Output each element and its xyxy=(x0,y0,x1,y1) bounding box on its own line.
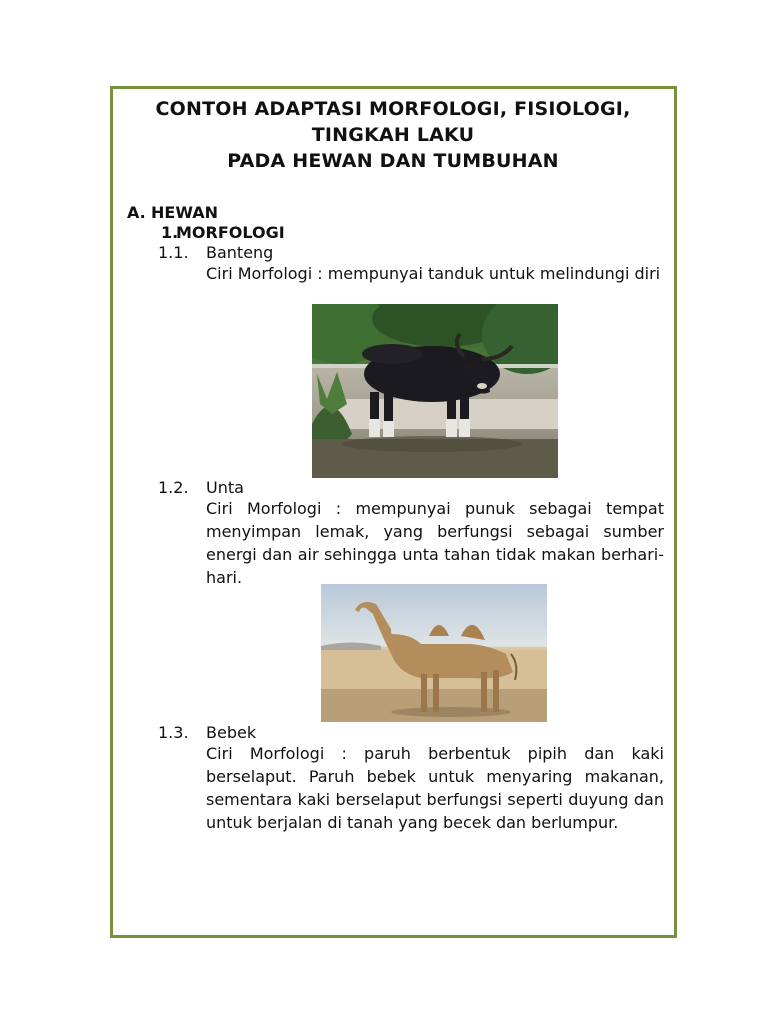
section-marker: A. xyxy=(127,203,146,222)
banteng-photo xyxy=(312,304,558,478)
item-number-banteng: 1.1. xyxy=(158,243,189,262)
item-number-unta: 1.2. xyxy=(158,478,189,497)
item-title-bebek: Bebek xyxy=(206,723,257,742)
subsection-marker: 1. xyxy=(161,223,179,242)
item-description-bebek: Ciri Morfologi : paruh berbentuk pipih dan kaki berselaput. Paruh bebek untuk menyaring makanan, sementara kaki berselaput berfungsi seperti duyung dan untuk berjalan di tanah yang becek dan berlumpur. xyxy=(206,744,664,832)
item-title-banteng: Banteng xyxy=(206,243,274,262)
document-title-line-2: TINGKAH LAKU xyxy=(311,124,475,146)
subsection-heading: MORFOLOGI xyxy=(176,223,285,242)
item-number-bebek: 1.3. xyxy=(158,723,189,742)
section-heading: HEWAN xyxy=(151,203,219,222)
item-title-unta: Unta xyxy=(206,478,244,497)
document-title-line-1: CONTOH ADAPTASI MORFOLOGI, FISIOLOGI, xyxy=(155,98,631,120)
item-description-banteng: Ciri Morfologi : mempunyai tanduk untuk melindungi diri xyxy=(206,264,661,283)
camel-photo xyxy=(321,584,547,722)
item-description-unta: Ciri Morfologi : mempunyai punuk sebagai tempat menyimpan lemak, yang berfungsi sebagai sumber energi dan air sehingga unta tahan tidak makan berhari-hari. xyxy=(206,499,664,587)
document-title-line-3: PADA HEWAN DAN TUMBUHAN xyxy=(227,150,559,172)
banteng-illustration xyxy=(312,304,558,478)
camel-illustration xyxy=(321,584,547,722)
